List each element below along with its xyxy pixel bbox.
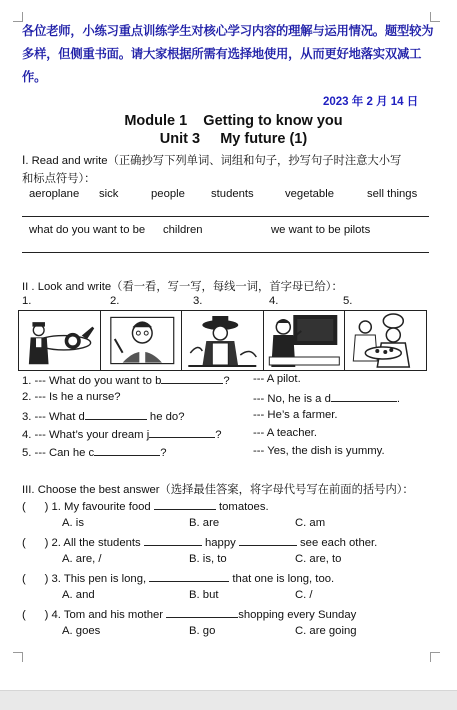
question-suffix: ? [160, 447, 167, 459]
answer-prefix: --- No, he is a d [253, 393, 331, 405]
choice-question [22, 499, 269, 513]
question-text: 4. --- What’s your dream j [22, 429, 150, 441]
option-c[interactable]: C. are, to [295, 553, 342, 565]
section1-heading: Ⅰ. Read and write（正确抄写下列单词、词组和句子，抄写句子时注意大小写 [22, 155, 402, 167]
module-title: Module 1 Getting to know you [124, 113, 343, 129]
question-row [22, 409, 184, 423]
answer-bracket[interactable]: ( ) [22, 537, 49, 549]
answer-blank[interactable] [239, 535, 297, 546]
corner-mark-bottom-left [13, 652, 23, 662]
doctor-icon [101, 311, 183, 370]
word-item: aeroplane [29, 188, 80, 200]
question-row [22, 445, 167, 459]
option-a[interactable]: A. goes [62, 625, 101, 637]
question-row [22, 391, 121, 403]
word-item: sick [99, 188, 119, 200]
section2-heading: II . Look and write（看一看，写一写，每线一词，首字母已给）： [22, 281, 343, 293]
question-text: 5. --- Can he c [22, 447, 95, 459]
phrase-item: we want to be pilots [271, 224, 371, 236]
answer-text: --- No, he is a d . [253, 393, 400, 405]
question-text: 3. This pen is long, [51, 573, 147, 585]
question-suffix: he do? [146, 411, 185, 423]
answer-blank[interactable] [166, 607, 238, 618]
question-text: 3. --- What d [22, 411, 85, 423]
answer-text: --- He’s a farmer. [253, 409, 338, 421]
answer-text: --- Yes, the dish is yummy. [253, 445, 385, 457]
question-suffix: ? [215, 429, 222, 441]
question-text: 2. All the students [51, 537, 141, 549]
question-text: 2. --- Is he a nurse? [22, 391, 121, 403]
option-b[interactable]: B. go [189, 625, 216, 637]
writing-line[interactable] [22, 216, 429, 217]
farmer-icon [182, 311, 264, 370]
phrase-item: what do you want to be [29, 224, 146, 236]
picture-number: 4. [269, 295, 279, 307]
intro-note: 各位老师，小练习重点训练学生对核心学习内容的理解与运用情况。题型较为多样，但侧重书面。请大家根据所需有选择地使用，从而更好地落实双减工作。 [22, 24, 434, 84]
answer-blank[interactable] [144, 535, 202, 546]
writing-line[interactable] [22, 252, 429, 253]
question-suffix: see each other. [296, 537, 378, 549]
word-item: sell things [367, 188, 418, 200]
unit-title: Unit 3 My future (1) [159, 131, 308, 147]
option-b[interactable]: B. are [189, 517, 220, 529]
answer-bracket[interactable]: ( ) [22, 573, 49, 585]
answer-blank[interactable] [149, 571, 229, 582]
option-b[interactable]: B. but [189, 589, 219, 601]
viewer-bottom-bar [0, 690, 457, 710]
picture-strip [18, 310, 427, 371]
question-suffix: that one is long, too. [229, 573, 335, 585]
word-item: people [151, 188, 185, 200]
question-text: 1. My favourite food [51, 501, 151, 513]
section3-heading: III. Choose the best answer（选择最佳答案，将字母代号写在前面的括号内）： [22, 484, 414, 496]
option-a[interactable]: A. is [62, 517, 84, 529]
choice-question [22, 571, 334, 585]
section1-heading-cont: 和标点符号）： [22, 173, 96, 185]
question-mid: happy [201, 537, 239, 549]
choice-question [22, 535, 377, 549]
option-a[interactable]: A. and [62, 589, 95, 601]
corner-mark-bottom-right [430, 652, 440, 662]
cook-icon [345, 311, 426, 370]
question-suffix: ? [223, 375, 230, 387]
question-suffix: tomatoes. [215, 501, 269, 513]
answer-blank[interactable] [85, 409, 147, 420]
option-a[interactable]: A. are, / [62, 553, 102, 565]
word-item: vegetable [285, 188, 334, 200]
answer-blank[interactable] [149, 427, 215, 438]
answer-blank[interactable] [94, 445, 160, 456]
pilot-with-plane-icon [19, 311, 101, 370]
question-suffix: shopping every Sunday [238, 609, 357, 621]
phrase-item: children [163, 224, 203, 236]
choice-question [22, 607, 356, 621]
option-c[interactable]: C. are going [295, 625, 357, 637]
answer-text: --- A teacher. [253, 427, 318, 439]
picture-number: 2. [110, 295, 120, 307]
question-text: 1. --- What do you want to b [22, 375, 162, 387]
picture-number: 3. [193, 295, 203, 307]
question-row [22, 373, 230, 387]
answer-text: --- A pilot. [253, 373, 301, 385]
picture-number: 5. [343, 295, 353, 307]
question-row [22, 427, 222, 441]
teacher-icon [264, 311, 346, 370]
word-item: students [211, 188, 254, 200]
answer-blank[interactable] [331, 391, 397, 402]
question-text: 4. Tom and his mother [51, 609, 164, 621]
answer-blank[interactable] [154, 499, 216, 510]
answer-blank[interactable] [161, 373, 223, 384]
picture-number: 1. [22, 295, 32, 307]
option-c[interactable]: C. am [295, 517, 326, 529]
answer-bracket[interactable]: ( ) [22, 501, 49, 513]
option-c[interactable]: C. / [295, 589, 313, 601]
worksheet-date: 2023 年 2 月 14 日 [323, 96, 419, 108]
answer-bracket[interactable]: ( ) [22, 609, 49, 621]
option-b[interactable]: B. is, to [189, 553, 227, 565]
